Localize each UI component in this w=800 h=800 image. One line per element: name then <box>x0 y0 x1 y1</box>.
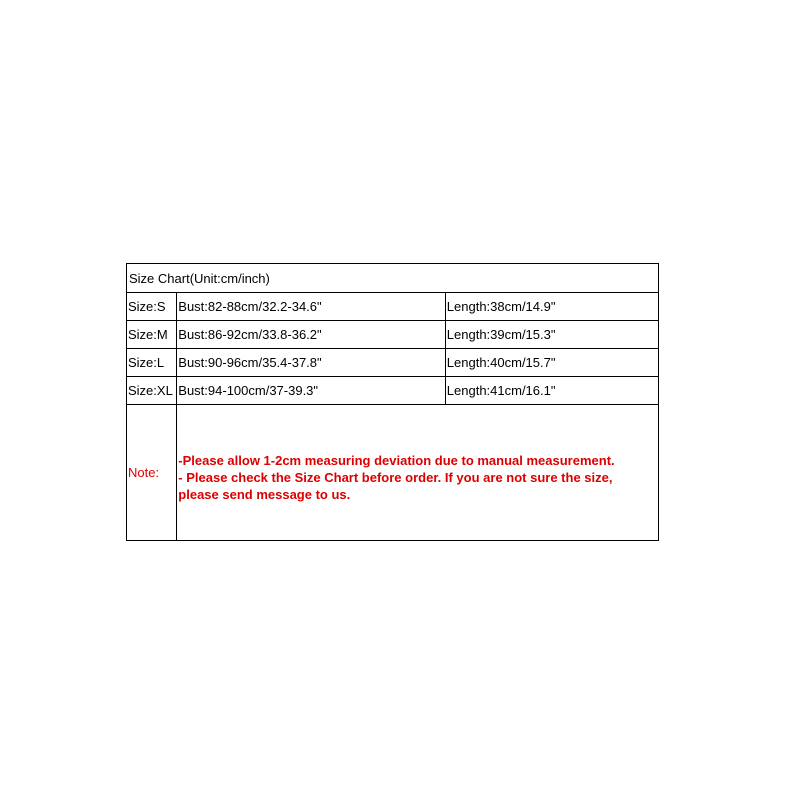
size-chart-title-row <box>127 264 659 293</box>
size-chart-table <box>126 263 659 541</box>
bust-cell: Bust:90-96cm/35.4-37.8" <box>177 349 446 377</box>
size-chart-title: Size Chart(Unit:cm/inch) <box>127 264 659 293</box>
note-line: please send message to us. <box>178 487 351 502</box>
table-row <box>127 349 659 377</box>
size-cell: Size:L <box>127 349 177 377</box>
bust-cell: Bust:94-100cm/37-39.3" <box>177 377 446 405</box>
note-line: -Please allow 1-2cm measuring deviation due to manual measurement. <box>178 453 615 468</box>
note-text <box>177 405 659 541</box>
table-row <box>127 293 659 321</box>
note-label: Note: <box>127 405 177 541</box>
length-cell: Length:39cm/15.3" <box>445 321 658 349</box>
size-cell: Size:S <box>127 293 177 321</box>
bust-cell: Bust:82-88cm/32.2-34.6" <box>177 293 446 321</box>
bust-cell: Bust:86-92cm/33.8-36.2" <box>177 321 446 349</box>
table-row <box>127 321 659 349</box>
length-cell: Length:40cm/15.7" <box>445 349 658 377</box>
note-line: - Please check the Size Chart before order. If you are not sure the size, <box>178 470 613 485</box>
length-cell: Length:41cm/16.1" <box>445 377 658 405</box>
length-cell: Length:38cm/14.9" <box>445 293 658 321</box>
size-cell: Size:XL <box>127 377 177 405</box>
note-row <box>127 405 659 541</box>
size-cell: Size:M <box>127 321 177 349</box>
table-row <box>127 377 659 405</box>
